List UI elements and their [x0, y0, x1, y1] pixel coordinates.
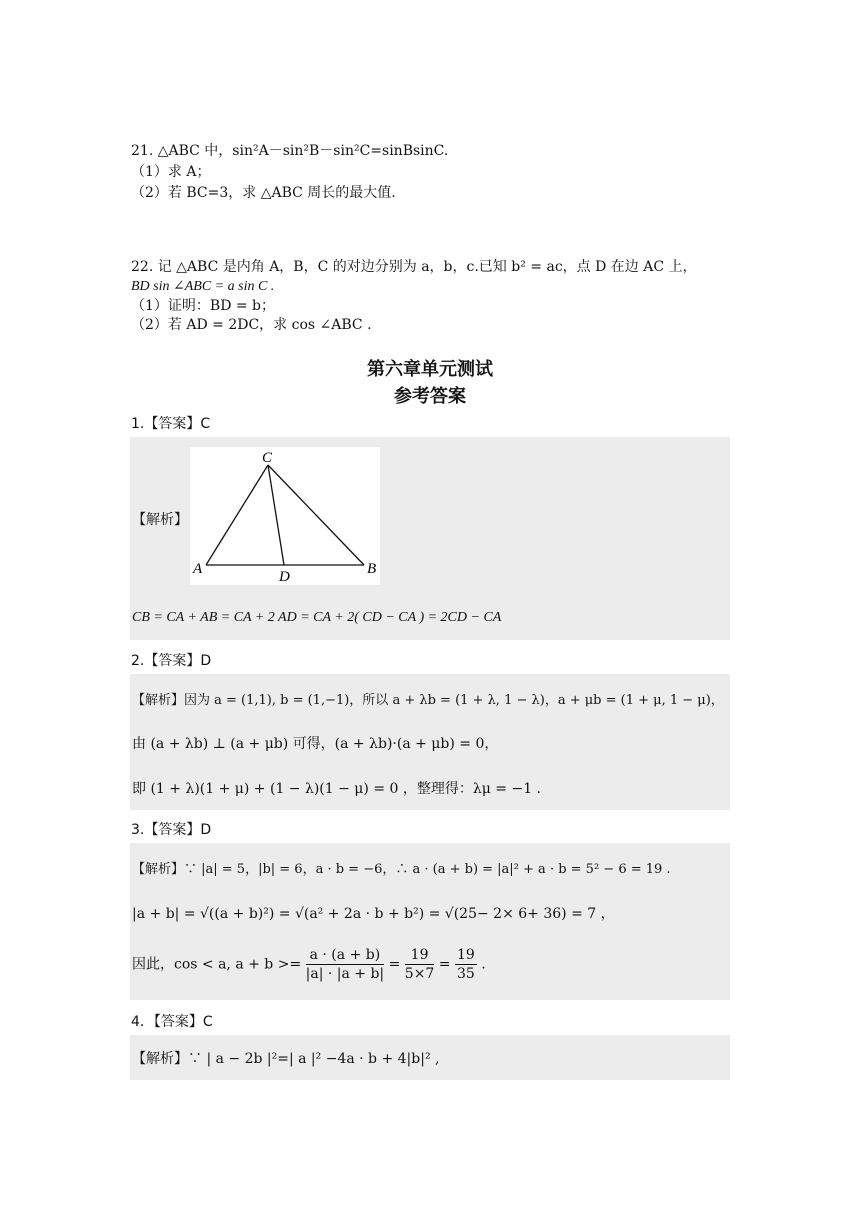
page-subtitle: 参考答案: [394, 386, 466, 407]
fraction-3-denominator: 35: [456, 966, 475, 982]
fraction-cos-numerator: a · (a + b): [306, 946, 385, 965]
answer-1-jiexi: 【解析】: [132, 512, 188, 528]
q21-line1: 21. △ABC 中，sin²A－sin²B－sin²C=sinBsinC.: [131, 143, 449, 159]
page-title: 第六章单元测试: [367, 359, 493, 380]
answer-3-line3: 因此，cos < a, a + b >= $\frac{a \cdot (a + b)}{|a| \cdot |a + b|}$ = $\frac{19}{5\times 7}$ = $\frac{19}{35}$ .: [132, 947, 486, 982]
answer-4-box: [130, 1035, 730, 1080]
fraction-2-denominator: 5×7: [404, 966, 435, 982]
answer-3-line1: 【解析】∵ |a| = 5，|b| = 6，a · b = −6，∴ a · (a + b) = |a|² + a · b = 5² − 6 = 19 .: [132, 862, 671, 877]
answer-1-formula: CB = CA + AB = CA + 2 AD = CA + 2( CD − CA ) = 2CD − CA: [132, 610, 502, 625]
fraction-cos-denominator: |a| · |a + b|: [305, 966, 385, 982]
q22-line3: （1）证明：BD = b；: [131, 298, 276, 314]
q21-line3: （2）若 BC=3，求 △ABC 周长的最大值.: [131, 185, 396, 201]
answer-4-head: 4．【答案】C: [131, 1014, 213, 1030]
answer-2-head: 2.【答案】D: [131, 653, 212, 669]
answer-3-box: [130, 843, 730, 1000]
vertex-label-c: C: [262, 450, 273, 466]
q22-line2: BD sin ∠ABC = a sin C .: [131, 279, 275, 294]
fraction-19-over-5x7: [405, 946, 435, 983]
answer-4-line1: 【解析】∵ | a − 2b |²=| a |² −4a · b + 4|b|² ,: [132, 1051, 440, 1067]
answer-1-box: [130, 437, 730, 640]
q21-line2: （1）求 A；: [131, 164, 211, 180]
q22-line1: 22. 记 △ABC 是内角 A，B，C 的对边分别为 a，b，c.已知 b² = ac，点 D 在边 AC 上，: [131, 259, 697, 275]
answer-3-line3-prefix: 因此，cos < a, a + b >=: [132, 956, 302, 973]
fraction-19-over-35: [455, 946, 477, 983]
vertex-label-d: D: [279, 569, 290, 585]
triangle-figure: [190, 447, 380, 585]
q22-line4: （2）若 AD = 2DC，求 cos ∠ABC .: [131, 317, 372, 333]
answer-3-line2: |a + b| = √((a + b)²) = √(a² + 2a · b + b²) = √(25− 2× 6+ 36) = 7 ，: [132, 906, 615, 922]
answer-2-line2: 由 (a + λb) ⊥ (a + μb) 可得，(a + λb)·(a + μb) = 0，: [132, 736, 499, 752]
vertex-label-a: A: [193, 561, 203, 577]
answer-2-line1: 【解析】因为 a = (1,1), b = (1,−1)，所以 a + λb = (1 + λ, 1 − λ)，a + μb = (1 + μ, 1 − μ)，: [132, 693, 724, 708]
answer-3-head: 3.【答案】D: [131, 822, 212, 838]
vertex-label-b: B: [367, 561, 377, 577]
answer-2-box: [130, 674, 730, 810]
fraction-2-numerator: 19: [405, 946, 435, 965]
answer-2-line3: 即 (1 + λ)(1 + μ) + (1 − λ)(1 − μ) = 0 ，整理得：λμ = −1 .: [132, 781, 542, 797]
fraction-cos: [306, 946, 385, 983]
answer-1-head: 1.【答案】C: [131, 416, 211, 432]
fraction-3-numerator: 19: [456, 947, 475, 963]
